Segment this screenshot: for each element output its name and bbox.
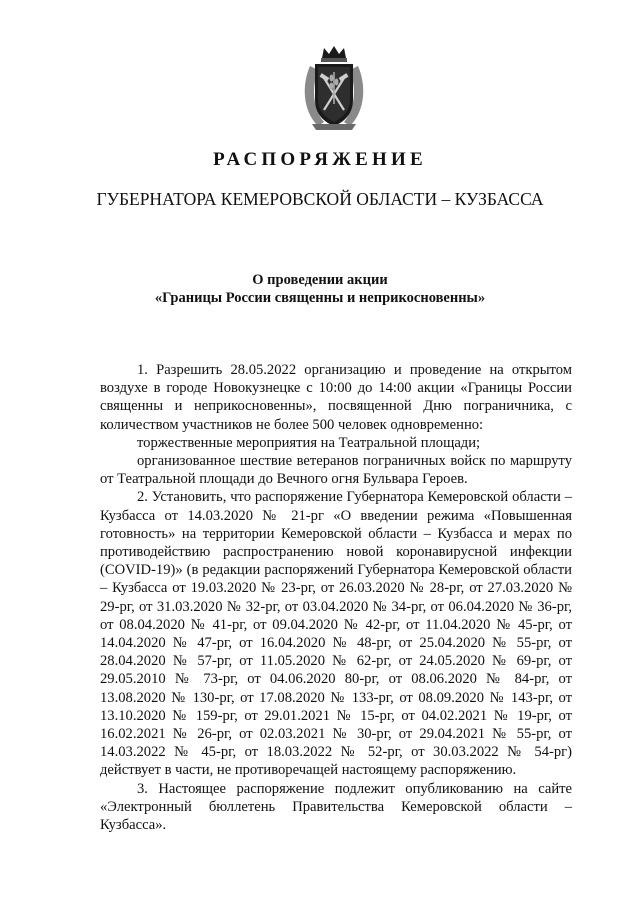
coat-of-arms-icon <box>298 44 370 134</box>
paragraph-1: 1. Разрешить 28.05.2022 организацию и проведение на открытом воздухе в городе Новокузнецке с 10:00 до 14:00 акции «Границы России священны и неприкосновенны», посвященной Дню пограничника, с количеством участников не более 500 человек одновременно: <box>100 362 572 433</box>
paragraph-3: 3. Настоящее распоряжение подлежит опубликованию на сайте «Электронный бюллетень Правительства Кемеровской области – Кузбасса». <box>100 780 572 834</box>
subject-line-1: О проведении акции <box>252 272 388 288</box>
document-subject <box>0 271 640 307</box>
subject-line-2: «Границы России священны и неприкосновенны» <box>154 290 486 306</box>
paragraph-item-procession: организованное шествие ветеранов пограничных войск по маршруту от Театральной площади до Вечного огня Бульвара Героев. <box>100 453 572 488</box>
paragraph-item-theatre-square: торжественные мероприятия на Театральной площади; <box>137 434 481 451</box>
document-type-title: РАСПОРЯЖЕНИЕ <box>213 149 427 170</box>
document-body <box>100 361 572 834</box>
paragraph-2: 2. Установить, что распоряжение Губернатора Кемеровской области – Кузбасса от 14.03.2020 № 21-рг «О введении режима «Повышенная готовность» на территории Кемеровской области – Кузбасса и мерах по противодействию распространению новой коронавирусной инфекции (COVID-19)» (в редакции распоряжений Губернатора Кемеровской области – Кузбасса от 19.03.2020 № 23-рг, от 26.03.2020 № 28-рг, от 27.03.2020 № 29-рг, от 31.03.2020 № 32-рг, от 03.04.2020 № 34-рг, от 06.04.2020 № 36-рг, от 08.04.2020 № 41-рг, от 09.04.2020 № 42-рг, от 11.04.2020 № 45-рг, от 14.04.2020 № 47-рг, от 16.04.2020 № 48-рг, от 25.04.2020 № 55-рг, от 28.04.2020 № 57-рг, от 11.05.2020 № 62-рг, от 24.05.2020 № 69-рг, от 29.05.2010 № 73-рг, от 04.06.2020 80-рг, от 08.06.2020 № 84-рг, от 13.08.2020 № 130-рг, от 17.08.2020 № 133-рг, от 08.09.2020 № 143-рг, от 13.10.2020 № 159-рг, от 29.01.2021 № 15-рг, от 04.02.2021 № 19-рг, от 16.02.2021 № 26-рг, от 02.03.2021 № 30-рг, от 29.04.2021 № 55-рг, от 14.03.2022 № 45-рг, от 18.03.2022 № 52-рг, от 30.03.2022 № 54-рг) действует в части, не противоречащей настоящему распоряжению. <box>100 489 572 779</box>
issuer-title: ГУБЕРНАТОРА КЕМЕРОВСКОЙ ОБЛАСТИ – КУЗБАССА <box>96 189 544 209</box>
